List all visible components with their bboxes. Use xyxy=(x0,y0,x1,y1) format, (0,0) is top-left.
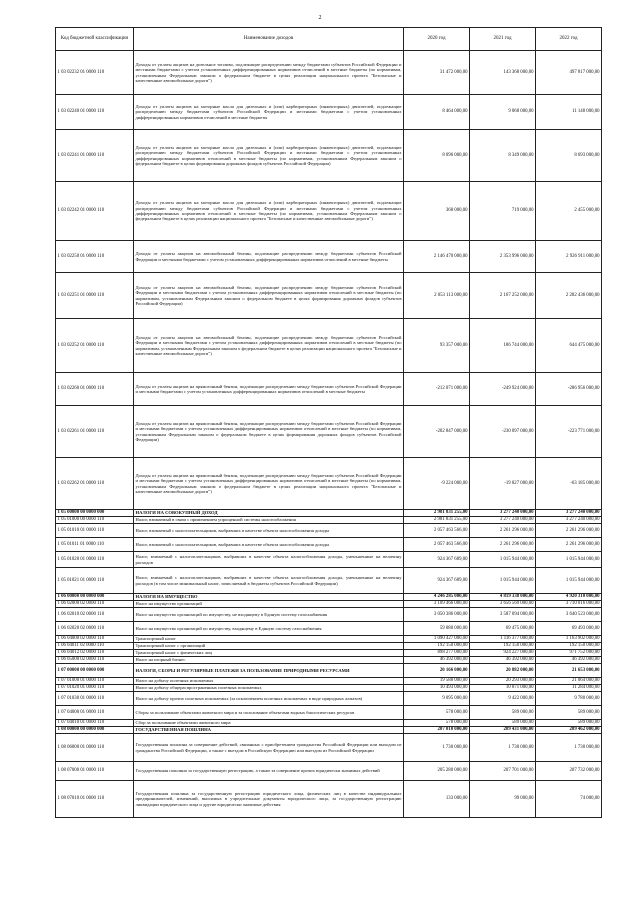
value-2020-cell: 205 280 000,00 xyxy=(404,762,470,781)
name-cell: Сбор за пользование объектами животного мира xyxy=(134,720,404,727)
value-2020-cell: 578 000,00 xyxy=(404,706,470,720)
name-cell: ГОСУДАРСТВЕННАЯ ПОШЛИНА xyxy=(134,727,404,734)
value-2020-cell: 19 588 000,00 xyxy=(404,678,470,685)
value-2021-cell: 46 392 000,00 xyxy=(470,657,536,664)
value-2022-cell: 2 282 436 000,00 xyxy=(536,273,602,319)
name-cell: Доходы от уплаты акцизов на автомобильный бензин, подлежащие распределению между бюджетами субъектов Российской Федерации и местными бюджетами с учетом установленных дифференцированных нормативов отчислений в местные бюджеты xyxy=(134,241,404,273)
name-cell: Налог на добычу полезных ископаемых xyxy=(134,678,404,685)
table-row xyxy=(56,706,602,720)
table-row xyxy=(56,622,602,636)
name-cell: Доходы от уплаты акцизов на прямогонный бензин, подлежащие распределению между бюджетами субъектов Российской Федерации и местными бюджетами с учетом установленных дифференцированных нормативов отчислений в местные бюджеты (по нормативам, установленным Федеральным законом о федеральном бюджете в целях формирования дорожных фондов субъектов Российской Федерации) xyxy=(134,406,404,458)
value-2020-cell: 578 000,00 xyxy=(404,720,470,727)
code-cell: 1 03 02240 01 0000 110 xyxy=(56,95,134,130)
value-2021-cell: 9 068 000,00 xyxy=(470,95,536,130)
name-cell: Налог, взимаемый с налогоплательщиков, выбравших в качестве объекта налогообложения доходы xyxy=(134,524,404,538)
value-2022-cell: 11 148 000,00 xyxy=(536,95,602,130)
value-2022-cell: 1 730 000,00 xyxy=(536,734,602,762)
value-2022-cell: 1 163 902 000,00 xyxy=(536,636,602,643)
value-2022-cell: 46 392 000,00 xyxy=(536,657,602,664)
table-row xyxy=(56,594,602,601)
value-2020-cell: 192 150 000,00 xyxy=(404,643,470,650)
value-2022-cell: 971 752 000,00 xyxy=(536,650,602,657)
value-2020-cell: -9 224 000,00 xyxy=(404,458,470,510)
code-cell: 1 07 04000 01 0000 110 xyxy=(56,706,134,720)
code-cell: 1 05 00000 00 0000 000 xyxy=(56,510,134,517)
code-cell: 1 06 02010 02 0000 110 xyxy=(56,608,134,622)
name-cell: Доходы от уплаты акцизов на прямогонный бензин, подлежащие распределению между бюджетами субъектов Российской Федерации и местными бюджетами с учетом установленных дифференцированных нормативов отчислений в местные бюджеты xyxy=(134,373,404,406)
name-cell: Государственная пошлина за государственную регистрацию, а также за совершение прочих юридически значимых действий xyxy=(134,762,404,781)
table-row xyxy=(56,664,602,678)
code-cell: 1 03 02251 01 0000 110 xyxy=(56,273,134,319)
value-2022-cell: -286 956 000,00 xyxy=(536,373,602,406)
table-header-row xyxy=(56,28,602,51)
value-2020-cell: 1 090 427 000,00 xyxy=(404,636,470,643)
value-2021-cell: 2 261 296 000,00 xyxy=(470,524,536,538)
name-cell: НАЛОГИ НА СОВОКУПНЫЙ ДОХОД xyxy=(134,510,404,517)
value-2020-cell: 59 080 000,00 xyxy=(404,622,470,636)
revenue-table xyxy=(55,27,602,818)
value-2022-cell: 1 015 944 000,00 xyxy=(536,568,602,594)
value-2021-cell: 1 015 944 000,00 xyxy=(470,568,536,594)
value-2020-cell: 20 166 000,00 xyxy=(404,664,470,678)
code-cell: 1 03 02232 01 0000 110 xyxy=(56,51,134,95)
code-cell: 1 07 01000 01 0000 110 xyxy=(56,678,134,685)
table-row xyxy=(56,678,602,685)
value-2021-cell: 207 701 000,00 xyxy=(470,762,536,781)
value-2021-cell: 2 167 252 000,00 xyxy=(470,273,536,319)
value-2022-cell: 209 462 000,00 xyxy=(536,727,602,734)
table-row xyxy=(56,781,602,818)
table-row xyxy=(56,95,602,130)
value-2022-cell: 192 150 000,00 xyxy=(536,643,602,650)
name-cell: Доходы от уплаты акцизов на моторные масла для дизельных и (или) карбюраторных (инжекторных) двигателей, подлежащие распределению между бюджетами субъектов Российской Федерации и местными бюджетами с учетом установленных дифференцированных нормативов отчислений в местные бюджеты xyxy=(134,95,404,130)
table-row xyxy=(56,650,602,657)
table-row xyxy=(56,552,602,568)
code-cell: 1 07 01030 01 0000 110 xyxy=(56,692,134,706)
code-cell: 1 03 02250 01 0000 110 xyxy=(56,241,134,273)
value-2020-cell: 8 464 000,00 xyxy=(404,95,470,130)
code-cell: 1 03 02262 01 0000 110 xyxy=(56,458,134,510)
value-2021-cell: 209 431 000,00 xyxy=(470,727,536,734)
code-cell: 1 03 02252 01 0000 110 xyxy=(56,319,134,373)
value-2021-cell: 69 475 000,00 xyxy=(470,622,536,636)
value-2022-cell: 589 000,00 xyxy=(536,706,602,720)
value-2022-cell: 11 284 000,00 xyxy=(536,685,602,692)
code-cell: 1 06 05000 02 0000 110 xyxy=(56,657,134,664)
value-2022-cell: 3 277 240 000,00 xyxy=(536,510,602,517)
name-cell: Доходы от уплаты акцизов на моторные масла для дизельных и (или) карбюраторных (инжекторных) двигателей, подлежащие распределению между бюджетами субъектов Российской Федерации и местными бюджетами с учетом установленных дифференцированных нормативов отчислений в местные бюджеты (по нормативам, установленным Федеральным законом о федеральном бюджете в целях формирования дорожных фондов субъектов Российской Федерации) xyxy=(134,130,404,182)
code-cell: 1 08 00000 00 0000 000 xyxy=(56,727,134,734)
header-2020: 2020 год xyxy=(404,28,470,51)
table-row xyxy=(56,538,602,552)
value-2021-cell: 20 882 000,00 xyxy=(470,664,536,678)
table-row xyxy=(56,685,602,692)
value-2020-cell: 4 246 285 000,00 xyxy=(404,594,470,601)
value-2020-cell: 3 050 386 000,00 xyxy=(404,608,470,622)
code-cell: 1 07 01020 01 0000 110 xyxy=(56,685,134,692)
table-row xyxy=(56,182,602,241)
name-cell: Доходы от уплаты акцизов на автомобильный бензин, подлежащие распределению между бюджетами субъектов Российской Федерации и местными бюджетами с учетом установленных дифференцированных нормативов отчислений в местные бюджеты (по нормативам, установленным Федеральным законом о федеральном бюджете в целях формирования дорожных фондов субъектов Российской Федерации) xyxy=(134,273,404,319)
code-cell: 1 03 02260 01 0000 110 xyxy=(56,373,134,406)
value-2021-cell: -249 924 000,00 xyxy=(470,373,536,406)
table-row xyxy=(56,373,602,406)
name-cell: Налог на добычу общераспространенных полезных ископаемых xyxy=(134,685,404,692)
value-2022-cell: -63 185 000,00 xyxy=(536,458,602,510)
value-2022-cell: 21 653 000,00 xyxy=(536,664,602,678)
value-2021-cell: 20 293 000,00 xyxy=(470,678,536,685)
value-2022-cell: -223 771 000,00 xyxy=(536,406,602,458)
value-2022-cell: 8 693 000,00 xyxy=(536,130,602,182)
name-cell: НАЛОГИ, СБОРЫ И РЕГУЛЯРНЫЕ ПЛАТЕЖИ ЗА ПОЛЬЗОВАНИЕ ПРИРОДНЫМИ РЕСУРСАМИ xyxy=(134,664,404,678)
code-cell: 1 03 02261 01 0000 110 xyxy=(56,406,134,458)
value-2020-cell: 2 981 831 255,00 xyxy=(404,517,470,524)
table-row xyxy=(56,241,602,273)
value-2020-cell: 10 493 000,00 xyxy=(404,685,470,692)
value-2022-cell: 21 064 000,00 xyxy=(536,678,602,685)
name-cell: Доходы от уплаты акцизов на дизельное топливо, подлежащие распределению между бюджетами субъектов Российской Федерации и местными бюджетами с учетом установленных дифференцированных нормативов отчислений в местные бюджеты (по нормативам, установленным Федеральным законом о федеральном бюджете в целях реализации национального проекта "Безопасные и качественные автомобильные дороги") xyxy=(134,51,404,95)
value-2020-cell: 9 095 000,00 xyxy=(404,692,470,706)
code-cell: 1 05 01021 01 0000 110 xyxy=(56,568,134,594)
value-2020-cell: 2 057 463 566,00 xyxy=(404,538,470,552)
name-cell: Государственная пошлина за государственную регистрацию юридического лица, физических лиц в качестве индивидуальных предпринимателей, изменений, вносимых в учредительные документы юридического лица, за государственную регистрацию ликвидации юридического лица и другие юридически значимые действия xyxy=(134,781,404,818)
value-2020-cell: 3 109 466 000,00 xyxy=(404,601,470,608)
value-2022-cell: 3 640 523 000,00 xyxy=(536,608,602,622)
table-row xyxy=(56,720,602,727)
name-cell: Налог, взимаемый с налогоплательщиков, выбравших в качестве объекта налогообложения доходы, уменьшенные на величину расходов (в том числе минимальный налог, зачисляемый в бюджеты субъектов Российской Федерации) xyxy=(134,568,404,594)
value-2022-cell: 69 493 000,00 xyxy=(536,622,602,636)
name-cell: Налог на имущество организаций по имуществу, входящему в Единую систему газоснабжения xyxy=(134,622,404,636)
code-cell: 1 07 04010 01 0000 110 xyxy=(56,720,134,727)
code-cell: 1 06 02000 02 0000 110 xyxy=(56,601,134,608)
header-name: Наименование доходов xyxy=(134,28,404,51)
value-2021-cell: 719 000,00 xyxy=(470,182,536,241)
name-cell: Налог, взимаемый с налогоплательщиков, выбравших в качестве объекта налогообложения доходы, уменьшенные на величину расходов xyxy=(134,552,404,568)
value-2020-cell: -202 847 000,00 xyxy=(404,406,470,458)
code-cell: 1 06 04000 02 0000 110 xyxy=(56,636,134,643)
header-2022: 2022 год xyxy=(536,28,602,51)
value-2021-cell: 2 353 996 000,00 xyxy=(470,241,536,273)
table-row xyxy=(56,636,602,643)
table-row xyxy=(56,734,602,762)
page-number: 2 xyxy=(318,15,322,21)
code-cell: 1 05 01000 00 0000 110 xyxy=(56,517,134,524)
code-cell: 1 03 02241 01 0000 110 xyxy=(56,130,134,182)
code-cell: 1 07 00000 00 0000 000 xyxy=(56,664,134,678)
value-2022-cell: 2 455 000,00 xyxy=(536,182,602,241)
table-row xyxy=(56,727,602,734)
table-row xyxy=(56,601,602,608)
table-row xyxy=(56,51,602,95)
value-2022-cell: 2 926 911 000,00 xyxy=(536,241,602,273)
value-2021-cell: 1 730 000,00 xyxy=(470,734,536,762)
code-cell: 1 03 02242 01 0000 110 xyxy=(56,182,134,241)
name-cell: Налог на имущество организаций по имуществу, не входящему в Единую систему газоснабжения xyxy=(134,608,404,622)
code-cell: 1 06 02020 02 0000 110 xyxy=(56,622,134,636)
code-cell: 1 05 01020 01 0000 110 xyxy=(56,552,134,568)
code-cell: 1 08 07000 01 0000 110 xyxy=(56,762,134,781)
table-row xyxy=(56,608,602,622)
value-2021-cell: 3 656 569 000,00 xyxy=(470,601,536,608)
value-2021-cell: 1 116 377 000,00 xyxy=(470,636,536,643)
value-2021-cell: -230 097 000,00 xyxy=(470,406,536,458)
name-cell: Налог, взимаемый в связи с применением упрощенной системы налогообложения xyxy=(134,517,404,524)
value-2021-cell: 2 261 296 000,00 xyxy=(470,538,536,552)
table-row xyxy=(56,568,602,594)
value-2021-cell: 924 227 000,00 xyxy=(470,650,536,657)
table-body xyxy=(56,51,602,818)
value-2021-cell: 143 368 000,00 xyxy=(470,51,536,95)
value-2021-cell: 589 000,00 xyxy=(470,706,536,720)
code-cell: 1 06 00000 00 0000 000 xyxy=(56,594,134,601)
name-cell: Доходы от уплаты акцизов на автомобильный бензин, подлежащие распределению между бюджетами субъектов Российской Федерации и местными бюджетами с учетом установленных дифференцированных нормативов отчислений в местные бюджеты (по нормативам, установленным Федеральным законом о федеральном бюджете в целях реализации национального проекта "Безопасные и качественные автомобильные дороги") xyxy=(134,319,404,373)
value-2020-cell: 924 367 689,00 xyxy=(404,552,470,568)
table-row xyxy=(56,510,602,517)
value-2021-cell: 186 744 000,00 xyxy=(470,319,536,373)
value-2022-cell: 497 817 000,00 xyxy=(536,51,602,95)
value-2022-cell: 589 000,00 xyxy=(536,720,602,727)
name-cell: Государственная пошлина за совершение действий, связанных с приобретением гражданства Российской Федерации или выходом из гражданства Российской Федерации, а также с въездом в Российскую Федерацию или выездом из Российской Федерации xyxy=(134,734,404,762)
value-2020-cell: 2 053 113 000,00 xyxy=(404,273,470,319)
value-2020-cell: 207 010 000,00 xyxy=(404,727,470,734)
table-row xyxy=(56,692,602,706)
value-2021-cell: -19 827 000,00 xyxy=(470,458,536,510)
value-2022-cell: 3 277 240 000,00 xyxy=(536,517,602,524)
value-2020-cell: 46 392 000,00 xyxy=(404,657,470,664)
name-cell: Доходы от уплаты акцизов на моторные масла для дизельных и (или) карбюраторных (инжекторных) двигателей, подлежащие распределению между бюджетами субъектов Российской Федерации и местными бюджетами с учетом установленных дифференцированных нормативов отчислений в местные бюджеты (по нормативам, установленным Федеральным законом о федеральном бюджете в целях реализации национального проекта "Безопасные и качественные автомобильные дороги") xyxy=(134,182,404,241)
code-cell: 1 06 04012 02 0000 110 xyxy=(56,650,134,657)
value-2021-cell: 3 587 094 000,00 xyxy=(470,608,536,622)
value-2021-cell: 99 000,00 xyxy=(470,781,536,818)
table-row xyxy=(56,458,602,510)
value-2020-cell: 2 146 470 000,00 xyxy=(404,241,470,273)
value-2022-cell: 207 732 000,00 xyxy=(536,762,602,781)
value-2020-cell: 133 000,00 xyxy=(404,781,470,818)
value-2020-cell: 31 472 000,00 xyxy=(404,51,470,95)
value-2020-cell: 924 367 689,00 xyxy=(404,568,470,594)
code-cell: 1 08 07010 01 0000 110 xyxy=(56,781,134,818)
header-2021: 2021 год xyxy=(470,28,536,51)
value-2020-cell: -212 071 000,00 xyxy=(404,373,470,406)
value-2022-cell: 3 710 016 000,00 xyxy=(536,601,602,608)
code-cell: 1 05 01011 01 0000 110 xyxy=(56,538,134,552)
value-2022-cell: 74 000,00 xyxy=(536,781,602,818)
table-row xyxy=(56,406,602,458)
name-cell: Налог на имущество организаций xyxy=(134,601,404,608)
code-cell: 1 08 06000 01 0000 110 xyxy=(56,734,134,762)
value-2021-cell: 10 871 000,00 xyxy=(470,685,536,692)
value-2021-cell: 192 150 000,00 xyxy=(470,643,536,650)
name-cell: Сборы за пользование объектами животного мира и за пользование объектами водных биологических ресурсов xyxy=(134,706,404,720)
value-2021-cell: 3 277 240 000,00 xyxy=(470,510,536,517)
value-2021-cell: 1 015 944 000,00 xyxy=(470,552,536,568)
value-2020-cell: 2 057 463 566,00 xyxy=(404,524,470,538)
header-code: Код бюджетной классификации xyxy=(56,28,134,51)
name-cell: Транспортный налог с физических лиц xyxy=(134,650,404,657)
value-2020-cell: 368 000,00 xyxy=(404,182,470,241)
table-row xyxy=(56,657,602,664)
name-cell: Налог на игорный бизнес xyxy=(134,657,404,664)
name-cell: НАЛОГИ НА ИМУЩЕСТВО xyxy=(134,594,404,601)
value-2020-cell: 8 096 000,00 xyxy=(404,130,470,182)
value-2021-cell: 589 000,00 xyxy=(470,720,536,727)
name-cell: Доходы от уплаты акцизов на прямогонный бензин, подлежащие распределению между бюджетами субъектов Российской Федерации и местными бюджетами с учетом установленных дифференцированных нормативов отчислений в местные бюджеты (по нормативам, установленным Федеральным законом о федеральном бюджете в целях реализации национального проекта "Безопасные и качественные автомобильные дороги") xyxy=(134,458,404,510)
value-2022-cell: 2 261 296 000,00 xyxy=(536,524,602,538)
value-2021-cell: 8 349 000,00 xyxy=(470,130,536,182)
value-2020-cell: 1 730 000,00 xyxy=(404,734,470,762)
value-2020-cell: 898 277 000,00 xyxy=(404,650,470,657)
value-2022-cell: 644 475 000,00 xyxy=(536,319,602,373)
table-row xyxy=(56,517,602,524)
name-cell: Транспортный налог xyxy=(134,636,404,643)
code-cell: 1 05 01010 01 0000 110 xyxy=(56,524,134,538)
code-cell: 1 06 04011 02 0000 110 xyxy=(56,643,134,650)
value-2022-cell: 9 780 000,00 xyxy=(536,692,602,706)
value-2022-cell: 1 015 944 000,00 xyxy=(536,552,602,568)
table-row xyxy=(56,319,602,373)
name-cell: Налог на добычу прочих полезных ископаемых (за исключением полезных ископаемых в виде природных алмазов) xyxy=(134,692,404,706)
name-cell: Налог, взимаемый с налогоплательщиков, выбравших в качестве объекта налогообложения доходы xyxy=(134,538,404,552)
value-2021-cell: 9 422 000,00 xyxy=(470,692,536,706)
table-row xyxy=(56,643,602,650)
table-row xyxy=(56,273,602,319)
name-cell: Транспортный налог с организаций xyxy=(134,643,404,650)
table-row xyxy=(56,762,602,781)
value-2021-cell: 4 819 338 000,00 xyxy=(470,594,536,601)
table-row xyxy=(56,130,602,182)
value-2021-cell: 3 277 240 000,00 xyxy=(470,517,536,524)
value-2022-cell: 4 920 310 000,00 xyxy=(536,594,602,601)
table-row xyxy=(56,524,602,538)
value-2020-cell: 93 357 000,00 xyxy=(404,319,470,373)
value-2020-cell: 2 981 831 255,00 xyxy=(404,510,470,517)
value-2022-cell: 2 261 296 000,00 xyxy=(536,538,602,552)
